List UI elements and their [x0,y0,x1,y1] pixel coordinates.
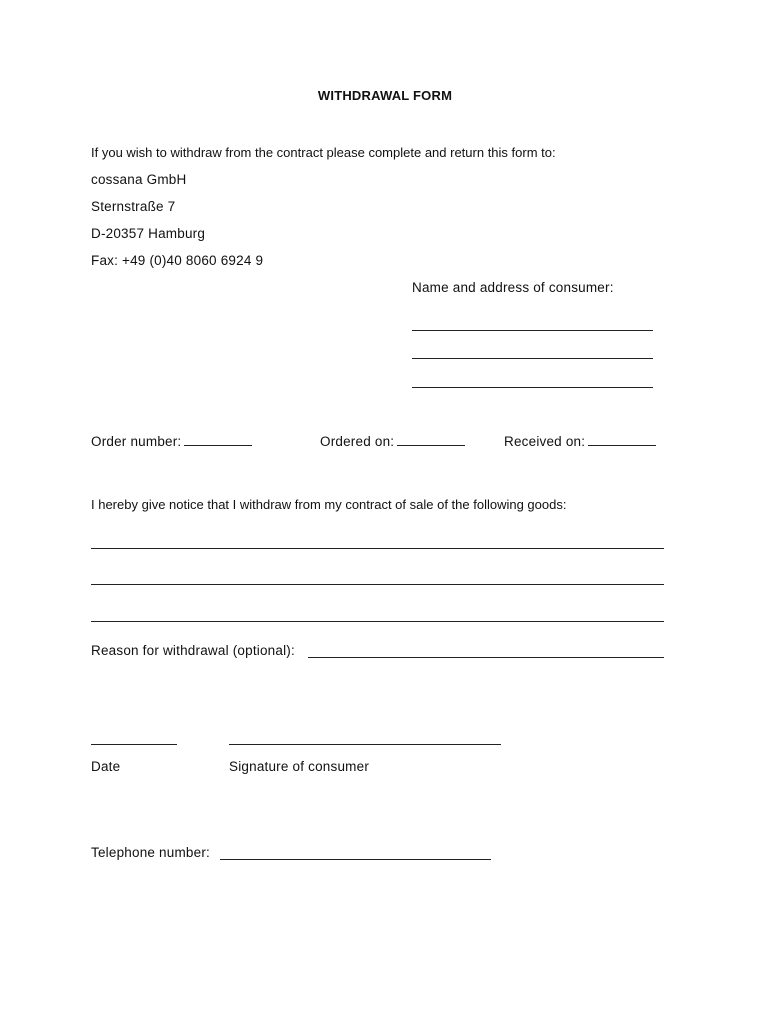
consumer-line-3[interactable] [412,387,653,388]
ordered-on-line[interactable] [397,432,465,446]
ordered-on-field [320,432,465,450]
date-line[interactable] [91,744,177,745]
telephone-line[interactable] [220,859,491,860]
order-number-label: Order number: [91,434,182,449]
ordered-on-label: Ordered on: [320,434,395,449]
consumer-label: Name and address of consumer: [412,280,614,295]
order-number-line[interactable] [184,432,252,446]
signature-line[interactable] [229,744,501,745]
order-number-field [91,432,252,450]
notice-text: I hereby give notice that I withdraw from my contract of sale of the following goods: [91,497,567,512]
reason-line[interactable] [308,657,664,658]
company-street: Sternstraße 7 [91,199,176,214]
consumer-line-2[interactable] [412,358,653,359]
form-title: WITHDRAWAL FORM [317,88,453,103]
goods-line-3[interactable] [91,621,664,622]
date-label: Date [91,759,121,774]
goods-line-2[interactable] [91,584,664,585]
reason-label: Reason for withdrawal (optional): [91,643,295,658]
signature-label: Signature of consumer [229,759,370,774]
telephone-label: Telephone number: [91,845,210,860]
received-on-field [504,432,656,450]
received-on-label: Received on: [504,434,586,449]
goods-line-1[interactable] [91,548,664,549]
received-on-line[interactable] [588,432,656,446]
company-city: D-20357 Hamburg [91,226,206,241]
company-fax: Fax: +49 (0)40 8060 6924 9 [91,253,264,268]
company-name: cossana GmbH [91,172,187,187]
consumer-line-1[interactable] [412,330,653,331]
intro-text: If you wish to withdraw from the contract please complete and return this form to: [91,145,556,160]
